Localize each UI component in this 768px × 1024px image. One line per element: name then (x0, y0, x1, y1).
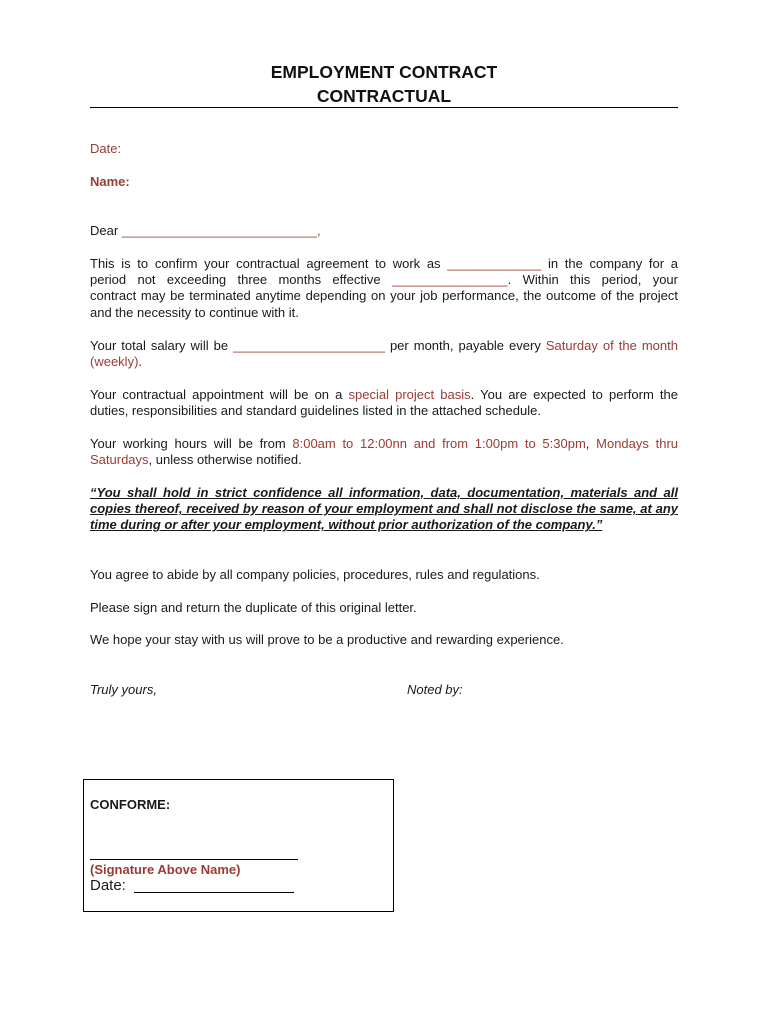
document-subtitle: CONTRACTUAL (316, 86, 452, 106)
signature-caption: (Signature Above Name) (90, 862, 241, 877)
agreement-line-2 (90, 272, 678, 288)
agreement-line-1 (90, 256, 678, 272)
paragraph-return: Please sign and return the duplicate of this original letter. (90, 600, 417, 615)
salutation (90, 223, 678, 239)
salary-text: . (138, 354, 143, 370)
hours-text: , unless otherwise notified. (148, 452, 302, 468)
appointment-text: . You are expected to perform the duties, responsibilities and standard guidelines listed in the attached schedule. (90, 387, 678, 419)
agreement-text: in the company for a (547, 256, 678, 271)
confidentiality-clause: “You shall hold in strict confidence all information, data, documentation, materials and all copies thereof, received by reason of your employment and shall not disclose the same, at any time during or after your employment, without prior authorization of the company.” (90, 485, 678, 533)
working-days: Mondays thru Saturdays (90, 436, 679, 468)
agreement-line-rest: contract may be terminated anytime depending on your job performance, the outcome of the project and the necessity to continue with it. (90, 288, 678, 320)
date-field-label: Date: (90, 141, 122, 156)
position-blank: _____________ (447, 256, 542, 271)
agreement-text: period not exceeding three months effective (90, 272, 381, 288)
salutation-dear: Dear (90, 223, 119, 238)
document-title: EMPLOYMENT CONTRACT (270, 62, 498, 82)
conforme-date-label: Date: (90, 877, 126, 894)
paragraph-closing-wish: We hope your stay with us will prove to be a productive and rewarding experience. (90, 632, 564, 647)
salary-text: per month, payable every (389, 338, 541, 353)
appointment-basis: special project basis (348, 387, 471, 402)
pay-schedule: Saturday of the month (weekly) (90, 338, 678, 370)
name-field-label: Name: (90, 174, 130, 189)
signature-line (90, 859, 298, 860)
hours-text: , (585, 436, 590, 451)
agreement-text: . Within this period, your (507, 272, 678, 288)
conforme-date-line (134, 892, 294, 893)
noted-by: Noted by: (407, 682, 463, 697)
document-header (90, 60, 678, 108)
salary-text: Your total salary will be (90, 338, 229, 353)
header-divider (90, 107, 678, 108)
salutation-comma: , (317, 223, 321, 238)
truly-yours: Truly yours, (90, 682, 157, 697)
paragraph-policies: You agree to abide by all company policies, procedures, rules and regulations. (90, 567, 540, 582)
appointment-text: Your contractual appointment will be on a (90, 387, 343, 402)
agreement-text: This is to confirm your contractual agreement to work as (90, 256, 441, 271)
recipient-name-blank: ___________________________ (121, 223, 318, 238)
paragraph-working-hours (90, 436, 678, 468)
hours-text: Your working hours will be from (90, 436, 286, 451)
paragraph-salary (90, 338, 678, 370)
paragraph-agreement (90, 256, 678, 321)
conforme-label: CONFORME: (90, 797, 171, 812)
working-hours: 8:00am to 12:00nn and from 1:00pm to 5:30pm (292, 436, 586, 451)
effective-date-blank: ________________ (391, 272, 508, 288)
paragraph-appointment (90, 387, 678, 419)
salary-blank: _____________________ (233, 338, 385, 353)
